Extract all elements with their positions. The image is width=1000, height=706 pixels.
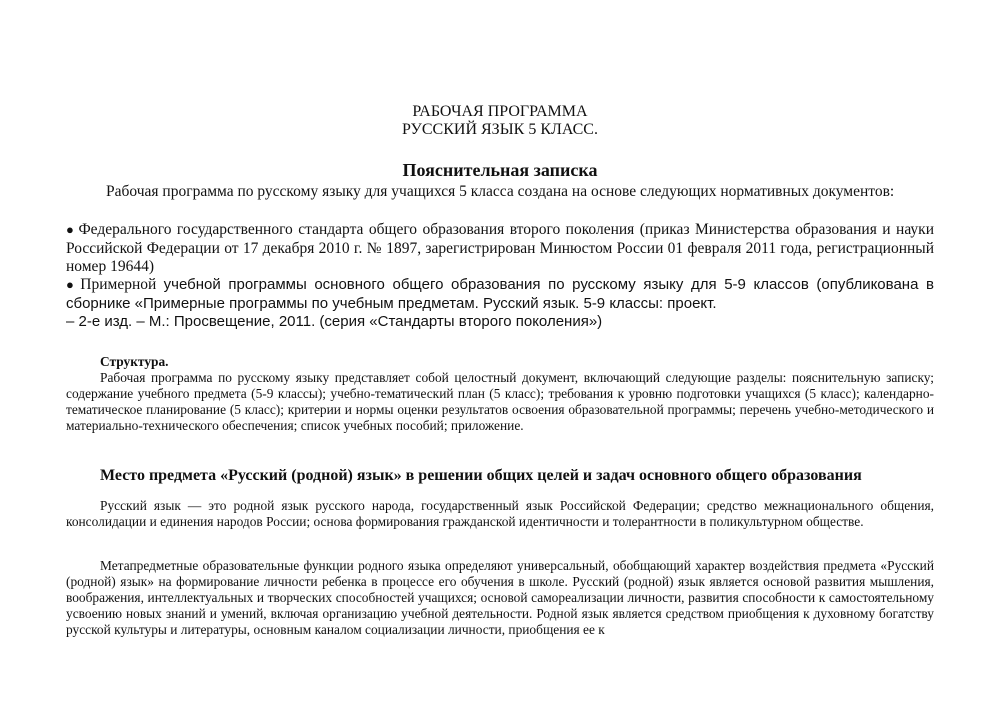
structure-paragraph: Рабочая программа по русскому языку представляет собой целостный документ, включающий следующие разделы: пояснительную записку; содержание учебного предмета (5-9 классы); учебно-тематический план (5 класс); требования к уровню подготовки учащихся (5 класс); календарно-тематическое планирование (5 класс); критерии и нормы оценки результатов освоения образовательной программы; перечень учебно-методического и материально-технического обеспечения; список учебных пособий; приложение.	[66, 370, 934, 433]
structure-heading: Структура.	[100, 354, 169, 369]
bullet-icon: ●	[66, 222, 76, 237]
russian-language-paragraph: Русский язык — это родной язык русского народа, государственный язык Российской Федерации; средство межнационального общения, консолидации и единения народов России; основа формирования гражданской идентичности и толерантности в поликультурном обществе.	[66, 498, 934, 529]
bullet-text: Федерального государственного стандарта общего образования второго поколения (приказ Министерства образования и науки Российской Федерации от 17 декабря 2010 г. № 1897, зарегистрирован Минюстом России 01 февраля 2011 года, регистрационный номер 19644)	[66, 221, 934, 275]
bullet-item-federal-standard	[66, 221, 934, 277]
document-title-line1: РАБОЧАЯ ПРОГРАММА	[412, 103, 588, 120]
bullet-item-sample-program	[66, 276, 934, 332]
document-title-line2: РУССКИЙ ЯЗЫК 5 КЛАСС.	[402, 121, 598, 138]
bullet-text-part3: – 2-е изд. – М.: Просвещение, 2011. (серия «Стандарты второго поколения»)	[66, 313, 603, 330]
bullet-text-part2: учебной программы основного общего образования по русскому языку для 5-9 классов (опубликована в сборнике «Примерные программы по учебным предметам. Русский язык. 5-9 классы: проект.	[66, 276, 934, 312]
intro-paragraph: Рабочая программа по русскому языку для учащихся 5 класса создана на основе следующих нормативных документов:	[106, 183, 895, 200]
bullet-icon: ●	[66, 277, 78, 292]
bullet-text-part1: Примерной	[80, 276, 157, 293]
metasubject-functions-paragraph: Метапредметные образовательные функции родного языка определяют универсальный, обобщающий характер воздействия предмета «Русский (родной) язык» на формирование личности ребенка в процессе его обучения в школе. Русский (родной) язык является основой развития мышления, воображения, интеллектуальных и творческих способностей учащихся; основой самореализации личности, развития способности к самостоятельному усвоению новых знаний и умений, включая организацию учебной деятельности. Родной язык является средством приобщения к духовному богатству русской культуры и литературы, основным каналом социализации личности, приобщения ее к	[66, 558, 934, 637]
subject-place-heading: Место предмета «Русский (родной) язык» в решении общих целей и задач основного общего образования	[100, 467, 862, 484]
explanatory-note-heading: Пояснительная записка	[402, 160, 598, 180]
